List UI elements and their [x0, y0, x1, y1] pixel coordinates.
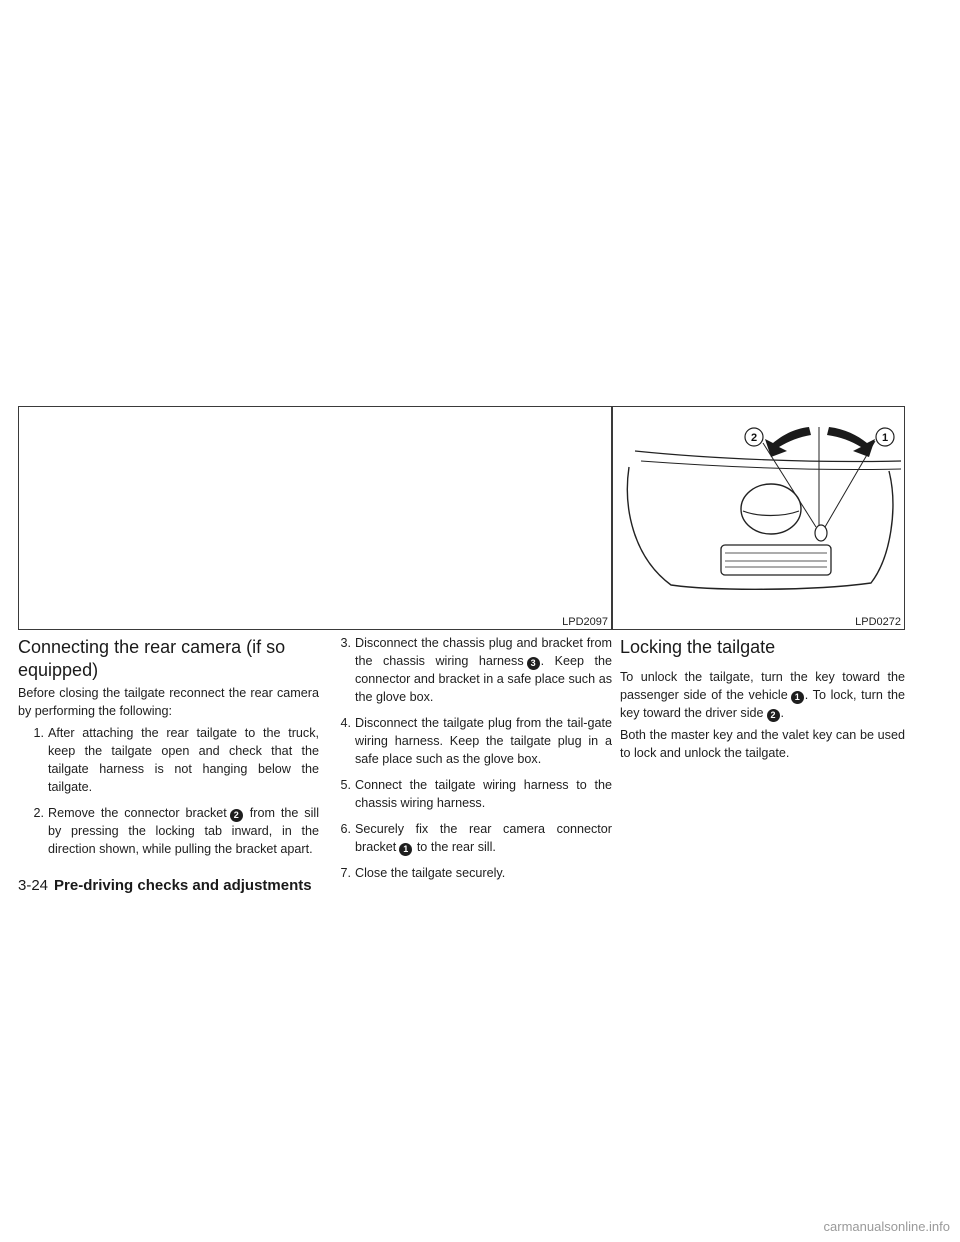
footer-section-name: Pre-driving checks and adjustments: [54, 877, 312, 894]
figure-tailgate-lock: [612, 406, 905, 630]
steps-list-part1: [20, 724, 319, 866]
callout-2-icon: 2: [230, 809, 243, 822]
callout-1-icon: 1: [399, 843, 412, 856]
watermark: carmanualsonline.info: [823, 1219, 950, 1234]
locking-paragraph: To unlock the tailgate, turn the key toward the passenger side of the vehicle 1 . To lock, turn the key toward the driver side 2 .: [620, 670, 906, 720]
callout-1-label: 1: [881, 432, 889, 444]
figure-code: LPD0272: [855, 616, 901, 628]
page-number: 3-24: [18, 877, 49, 894]
callout-2-label: 2: [750, 432, 758, 444]
list-item: 4. Disconnect the tailgate plug from the tail-gate wiring harness. Keep the tailgate plug in a safe place such as the glove box.: [340, 716, 612, 766]
section-heading-rear-camera: Connecting the rear camera (if so equipped): [18, 637, 286, 680]
page-footer: [18, 877, 312, 894]
list-item: 3. Disconnect the chassis plug and bracket from the chassis wiring harness 3 . Keep the connector and bracket in a safe place such as the glove box.: [340, 636, 612, 704]
callout-2-icon: 2: [767, 709, 780, 722]
figure-connector-bracket: [18, 406, 612, 630]
list-item: 6. Securely fix the rear camera connector bracket 1 to the rear sill.: [340, 822, 612, 854]
list-item: 2. Remove the connector bracket 2 from the sill by pressing the locking tab inward, in the direction shown, while pulling the bracket apart.: [33, 806, 319, 856]
steps-list-part2: [327, 634, 612, 890]
callout-1-icon: 1: [791, 691, 804, 704]
tailgate-handle-illustration: [613, 407, 904, 629]
list-item: 5. Connect the tailgate wiring harness to the chassis wiring harness.: [340, 778, 612, 810]
intro-paragraph: Before closing the tailgate reconnect the rear camera by performing the following:: [18, 686, 319, 718]
figure-code: LPD2097: [562, 616, 608, 628]
section-heading-locking-tailgate: Locking the tailgate: [620, 637, 776, 657]
list-item: 1. After attaching the rear tailgate to the truck, keep the tailgate open and check that the tailgate harness is not hanging below the tailgate.: [33, 726, 319, 794]
list-item: 7. Close the tailgate securely.: [340, 866, 506, 880]
callout-3-icon: 3: [527, 657, 540, 670]
keys-paragraph: Both the master key and the valet key can be used to lock and unlock the tailgate.: [620, 728, 905, 760]
